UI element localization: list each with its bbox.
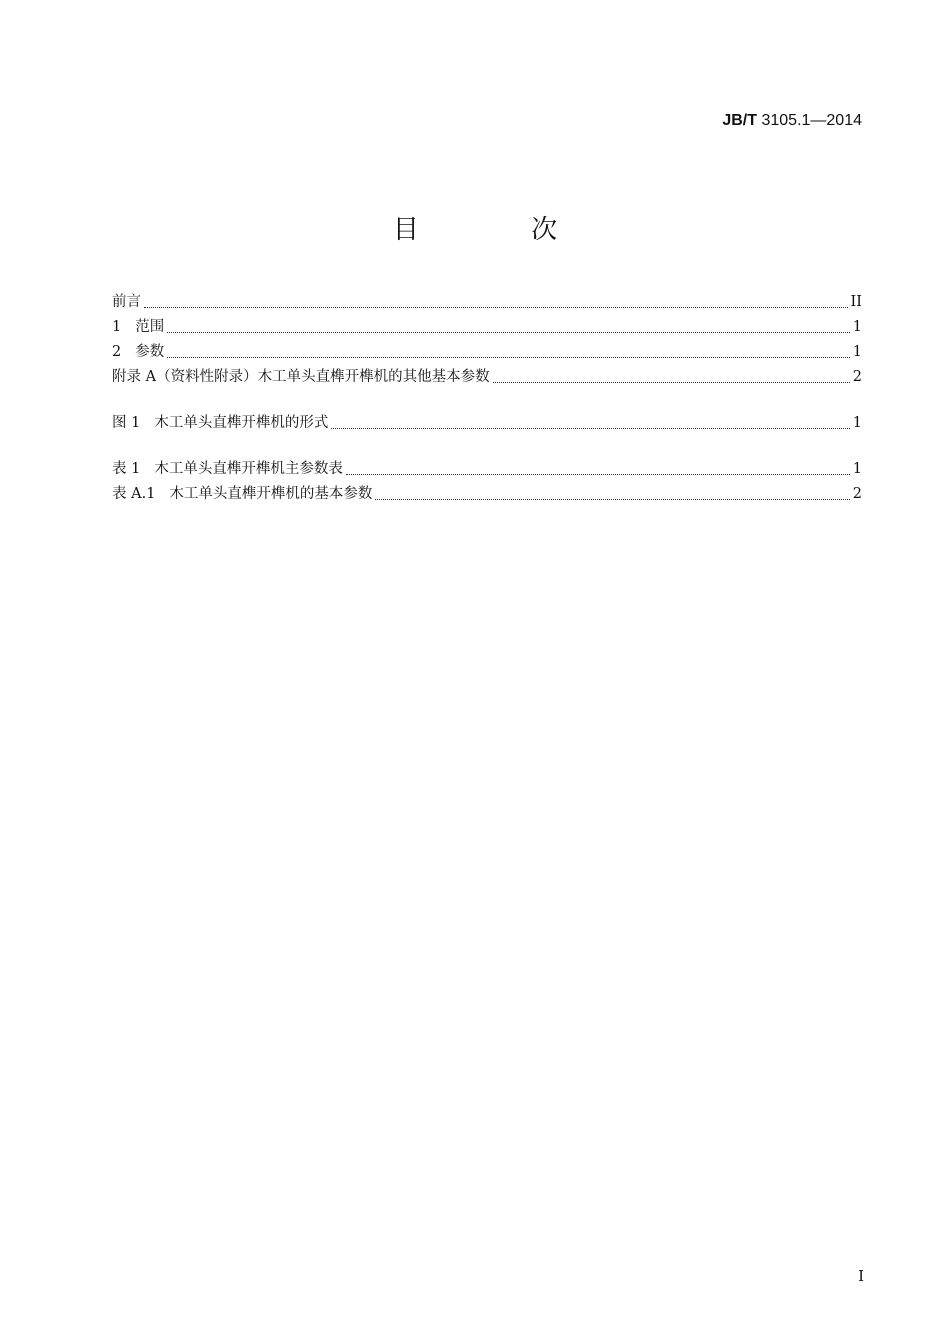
toc-entry-label: 表 A.1 木工单头直榫开榫机的基本参数 <box>112 486 373 502</box>
toc-entry-page: 2 <box>852 369 862 385</box>
toc-entry-label: 附录 A（资料性附录）木工单头直榫开榫机的其他基本参数 <box>112 369 490 385</box>
toc-leader-dots <box>331 428 849 429</box>
toc-entry-page: 1 <box>852 319 862 335</box>
table-of-contents <box>112 290 862 528</box>
toc-entry-page: II <box>850 294 862 310</box>
toc-entry-scope[interactable] <box>112 315 862 340</box>
toc-entry-label: 前言 <box>112 294 141 310</box>
toc-entry-number: 2 <box>112 344 122 360</box>
standard-code-number: 3105.1—2014 <box>761 112 862 129</box>
toc-entry-label: 图 1 木工单头直榫开榫机的形式 <box>112 415 329 431</box>
toc-leader-dots <box>375 499 849 500</box>
toc-chapters <box>112 290 862 390</box>
toc-entry-number: 表 A.1 <box>112 486 156 502</box>
toc-entry-foreword[interactable] <box>112 290 862 315</box>
toc-leader-dots <box>493 382 850 383</box>
toc-tables <box>112 457 862 507</box>
toc-entry-number: 图 1 <box>112 415 141 431</box>
toc-entry-label: 表 1 木工单头直榫开榫机主参数表 <box>112 461 343 477</box>
toc-entry-number: 表 1 <box>112 461 141 477</box>
toc-entry-page: 1 <box>852 344 862 360</box>
toc-entry-figure-1[interactable] <box>112 411 862 436</box>
toc-entry-number: 1 <box>112 319 122 335</box>
toc-leader-dots <box>346 474 850 475</box>
toc-entry-page: 1 <box>852 461 862 477</box>
toc-entry-label: 2 参数 <box>112 344 165 360</box>
toc-leader-dots <box>144 307 848 308</box>
toc-entry-appendix-a[interactable] <box>112 365 862 390</box>
page-number: I <box>858 1267 864 1285</box>
toc-entry-table-1[interactable] <box>112 457 862 482</box>
toc-entry-page: 2 <box>852 486 862 502</box>
toc-leader-dots <box>167 357 850 358</box>
toc-entry-page: 1 <box>852 415 862 431</box>
toc-figures <box>112 411 862 436</box>
page-title: 目 次 <box>392 215 610 245</box>
standard-code-prefix: JB/T <box>722 112 758 129</box>
standard-code <box>722 110 862 132</box>
toc-entry-label: 1 范围 <box>112 319 165 335</box>
toc-entry-parameters[interactable] <box>112 340 862 365</box>
toc-leader-dots <box>167 332 850 333</box>
toc-entry-table-a1[interactable] <box>112 482 862 507</box>
